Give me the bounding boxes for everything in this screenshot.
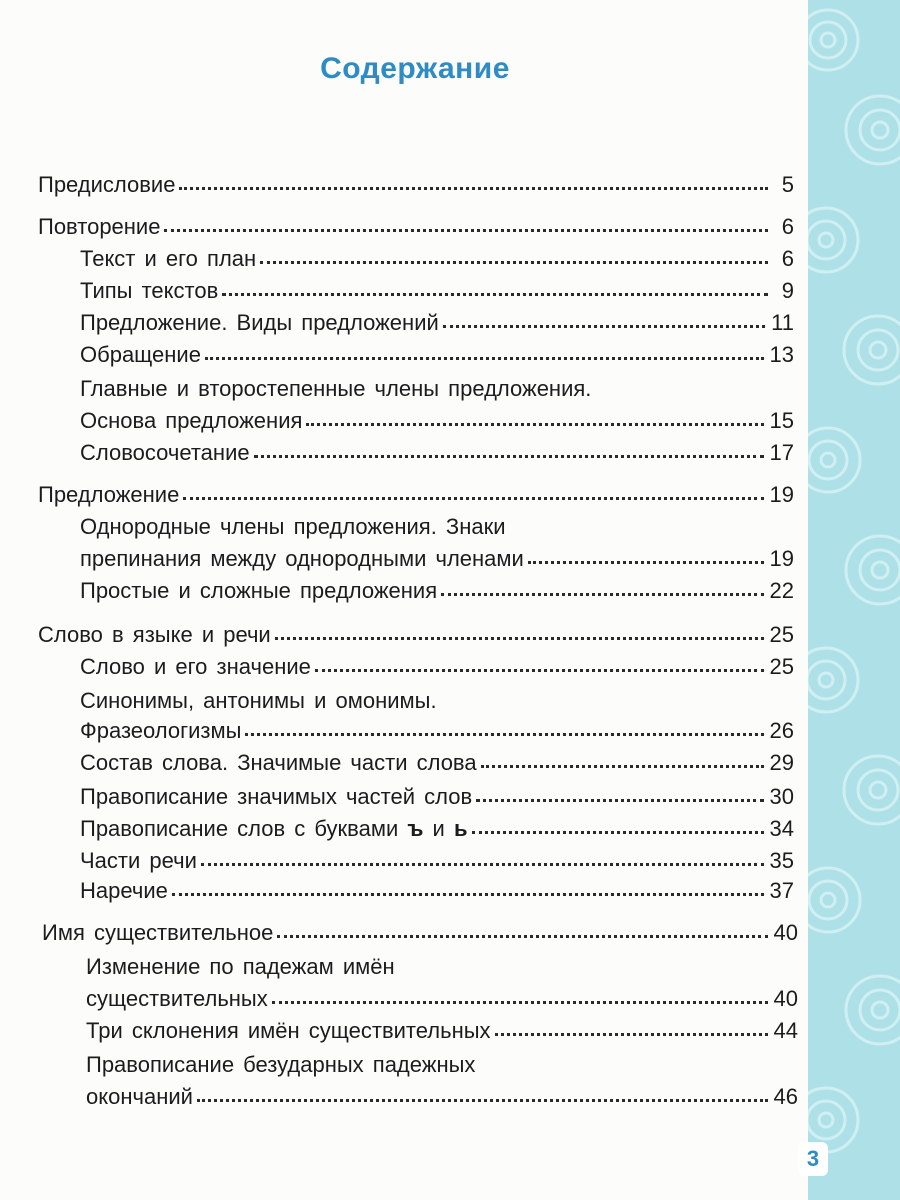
decorative-swirl-band bbox=[808, 0, 900, 1200]
toc-page-number: 15 bbox=[769, 408, 794, 433]
toc-entry-label bbox=[80, 814, 468, 844]
dot-leader bbox=[528, 557, 764, 564]
toc-entry-label-line1: Изменение по падежам имён bbox=[86, 954, 395, 979]
toc-page-number: 17 bbox=[769, 440, 794, 465]
toc-entry-label: Слово и его значение bbox=[80, 654, 311, 679]
toc-entry bbox=[80, 340, 794, 370]
toc-page-number: 29 bbox=[769, 750, 794, 775]
toc-page-number: 5 bbox=[781, 172, 794, 197]
dot-leader bbox=[197, 1095, 768, 1102]
toc-page-number: 26 bbox=[769, 718, 794, 743]
toc-entry-label: Правописание значимых частей слов bbox=[80, 784, 473, 809]
toc-entry bbox=[38, 620, 794, 650]
toc-entry-label: Простые и сложные предложения bbox=[80, 578, 438, 603]
toc-entry bbox=[38, 170, 794, 200]
toc-entry-label: существительных bbox=[86, 986, 268, 1011]
toc-entry-label: Повторение bbox=[38, 214, 161, 239]
dot-leader bbox=[476, 795, 763, 802]
conjunction-text: и bbox=[432, 816, 445, 841]
toc-entry-label: Текст и его план bbox=[80, 246, 257, 271]
toc-page-number: 19 bbox=[769, 482, 794, 507]
dot-leader bbox=[164, 225, 768, 232]
toc-entry bbox=[80, 276, 794, 306]
dot-leader bbox=[441, 589, 763, 596]
toc-entry bbox=[80, 438, 794, 468]
toc-entry-label: Предложение. Виды предложений bbox=[80, 310, 439, 335]
toc-entry-label: Типы текстов bbox=[80, 278, 219, 303]
dot-leader bbox=[495, 1029, 768, 1036]
dot-leader bbox=[172, 889, 764, 896]
dot-leader bbox=[205, 353, 764, 360]
toc-entry-label: Слово в языке и речи bbox=[38, 622, 271, 647]
toc-entry-label: Фразеологизмы bbox=[80, 718, 242, 743]
toc-entry-label: Три склонения имён существительных bbox=[86, 1018, 491, 1043]
toc-page-number: 35 bbox=[769, 848, 794, 873]
toc-entry bbox=[80, 846, 794, 876]
toc-page-number: 37 bbox=[769, 878, 794, 903]
dot-leader bbox=[306, 419, 763, 426]
toc-entry-label: Обращение bbox=[80, 342, 201, 367]
toc-entry bbox=[80, 814, 794, 844]
toc-page-number: 22 bbox=[769, 578, 794, 603]
toc-entry bbox=[86, 1082, 798, 1112]
page-number-badge: 3 bbox=[798, 1142, 828, 1176]
toc-entry bbox=[80, 308, 794, 338]
hard-sign-letter: ъ bbox=[407, 816, 424, 841]
toc-entry bbox=[80, 576, 794, 606]
toc-page-number: 25 bbox=[769, 654, 794, 679]
toc-entry-label: Наречие bbox=[80, 878, 168, 903]
toc-page-number: 19 bbox=[769, 546, 794, 571]
toc-entry bbox=[80, 716, 794, 746]
toc-entry-label-line1: Главные и второстепенные члены предложения. bbox=[80, 376, 592, 401]
dot-leader bbox=[183, 493, 763, 500]
toc-entry bbox=[80, 544, 794, 574]
dot-leader bbox=[275, 633, 764, 640]
dot-leader bbox=[222, 289, 768, 296]
toc-page-number: 6 bbox=[781, 214, 794, 239]
toc-entry-label-text: Правописание слов с буквами bbox=[80, 816, 399, 841]
toc-entry bbox=[80, 782, 794, 812]
toc-page-number: 13 bbox=[769, 342, 794, 367]
toc-entry bbox=[86, 984, 798, 1014]
dot-leader bbox=[472, 827, 764, 834]
toc-page-number: 9 bbox=[781, 278, 794, 303]
toc-entry bbox=[80, 406, 794, 436]
toc-entry-label: Словосочетание bbox=[80, 440, 250, 465]
toc-entry-label: окончаний bbox=[86, 1084, 193, 1109]
toc-page-number: 34 bbox=[769, 816, 794, 841]
page-title: Содержание bbox=[320, 52, 510, 85]
swirl-pattern-icon bbox=[808, 0, 900, 1200]
toc-entry-label-line1: Правописание безударных падежных bbox=[86, 1052, 476, 1077]
toc-page-number: 40 bbox=[773, 920, 798, 945]
toc-entry-label: Предисловие bbox=[38, 172, 176, 197]
dot-leader bbox=[179, 183, 768, 190]
toc-entry bbox=[38, 212, 794, 242]
dot-leader bbox=[443, 321, 765, 328]
dot-leader bbox=[481, 761, 764, 768]
toc-page-number: 25 bbox=[769, 622, 794, 647]
toc-entry bbox=[38, 480, 794, 510]
toc-entry-label-line1: Синонимы, антонимы и омонимы. bbox=[80, 688, 437, 713]
soft-sign-letter: ь bbox=[453, 816, 468, 841]
toc-entry bbox=[42, 918, 798, 948]
toc-page-number: 40 bbox=[773, 986, 798, 1011]
toc-page-number: 30 bbox=[769, 784, 794, 809]
toc-entry bbox=[80, 244, 794, 274]
toc-entry-label: Имя существительное bbox=[42, 920, 274, 945]
dot-leader bbox=[260, 257, 768, 264]
toc-entry-label: Предложение bbox=[38, 482, 180, 507]
toc-entry-label: препинания между однородными членами bbox=[80, 546, 524, 571]
toc-entry-label: Состав слова. Значимые части слова bbox=[80, 750, 477, 775]
toc-entry-label: Основа предложения bbox=[80, 408, 303, 433]
toc-page-number: 11 bbox=[771, 310, 794, 335]
dot-leader bbox=[272, 997, 768, 1004]
toc-entry-label-line1: Однородные члены предложения. Знаки bbox=[80, 514, 506, 539]
dot-leader bbox=[277, 931, 767, 938]
toc-entry bbox=[80, 748, 794, 778]
toc-page-number: 6 bbox=[781, 246, 794, 271]
dot-leader bbox=[315, 665, 764, 672]
toc-entry-label: Части речи bbox=[80, 848, 197, 873]
dot-leader bbox=[245, 729, 763, 736]
dot-leader bbox=[201, 859, 764, 866]
toc-entry bbox=[80, 876, 794, 906]
toc-page-number: 46 bbox=[773, 1084, 798, 1109]
dot-leader bbox=[254, 451, 764, 458]
toc-entry bbox=[80, 652, 794, 682]
toc-page-number: 44 bbox=[773, 1018, 798, 1043]
toc-entry bbox=[86, 1016, 798, 1046]
